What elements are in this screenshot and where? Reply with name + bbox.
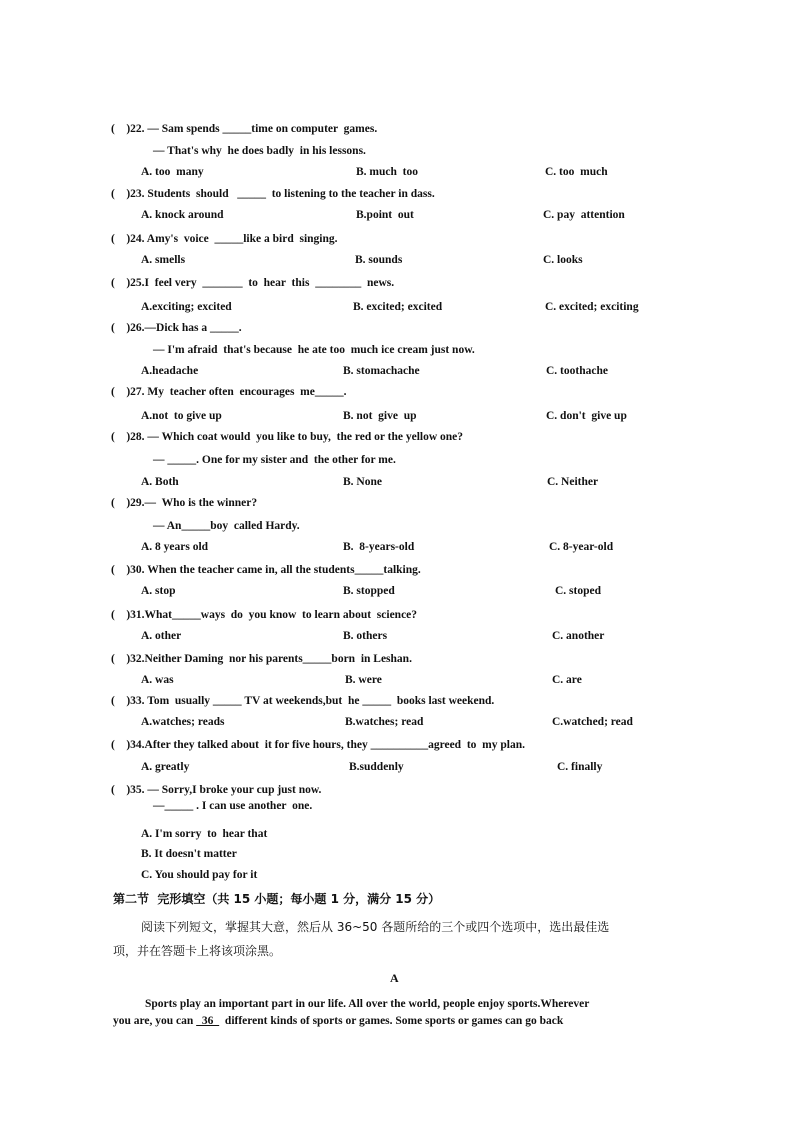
question-28-stem: ( )28. — Which coat would you like to buy, the red or the yellow one? [111, 431, 464, 443]
section-instruction-line-1: 阅读下列短文，掌握其大意，然后从 36~50 各题所给的三个或四个选项中，选出最佳选 [141, 920, 610, 934]
question-22-option-c: C. too much [545, 166, 608, 178]
question-25-option-b: B. excited; excited [353, 301, 443, 313]
section-heading: 第二节 完形填空（共 15 小题；每小题 1 分，满分 15 分） [113, 892, 441, 906]
question-32-option-a: A. was [141, 674, 174, 686]
question-23-option-b: B.point out [356, 209, 414, 221]
question-35-option-a: A. I'm sorry to hear that [141, 828, 268, 840]
question-30-option-a: A. stop [141, 585, 176, 597]
question-28-reply: — _____. One for my sister and the other for me. [153, 454, 396, 466]
question-35-stem: ( )35. — Sorry,I broke your cup just now. [111, 784, 322, 796]
question-34-stem: ( )34.After they talked about it for five hours, they __________agreed to my plan. [111, 739, 525, 751]
question-33-option-b: B.watches; read [345, 716, 424, 728]
question-26-option-b: B. stomachache [343, 365, 420, 377]
question-32-option-b: B. were [345, 674, 382, 686]
question-26-reply: — I'm afraid that's because he ate too much ice cream just now. [153, 344, 475, 356]
question-23-option-a: A. knock around [141, 209, 224, 221]
question-35-option-c: C. You should pay for it [141, 869, 258, 881]
question-23-stem: ( )23. Students should _____ to listening to the teacher in dass. [111, 188, 435, 200]
question-22-option-b: B. much too [356, 166, 418, 178]
question-23-option-c: C. pay attention [543, 209, 625, 221]
blank-36: 36 [196, 1015, 220, 1027]
question-26-option-c: C. toothache [546, 365, 608, 377]
question-27-option-c: C. don't give up [546, 410, 627, 422]
passage-line-1: Sports play an important part in our life. All over the world, people enjoy sports.Wherever [145, 998, 590, 1010]
question-24-option-b: B. sounds [355, 254, 403, 266]
question-30-stem: ( )30. When the teacher came in, all the students_____talking. [111, 564, 421, 576]
question-33-option-a: A.watches; reads [141, 716, 225, 728]
question-31-option-c: C. another [552, 630, 605, 642]
passage-title: A [390, 971, 399, 985]
question-35-reply: —_____ . I can use another one. [153, 800, 313, 812]
question-29-reply: — An_____boy called Hardy. [153, 520, 300, 532]
question-31-option-a: A. other [141, 630, 182, 642]
question-25-stem: ( )25.I feel very _______ to hear this ________ news. [111, 277, 395, 289]
question-27-stem: ( )27. My teacher often encourages me_____. [111, 386, 347, 398]
question-32-option-c: C. are [552, 674, 582, 686]
question-29-option-b: B. 8-years-old [343, 541, 415, 553]
question-22-option-a: A. too many [141, 166, 204, 178]
question-31-stem: ( )31.What_____ways do you know to learn about science? [111, 609, 418, 621]
question-24-option-a: A. smells [141, 254, 186, 266]
question-31-option-b: B. others [343, 630, 388, 642]
question-33-option-c: C.watched; read [552, 716, 633, 728]
passage-line-2-start: you are, you can [113, 1015, 197, 1027]
question-26-stem: ( )26.—Dick has a _____. [111, 322, 242, 334]
question-26-option-a: A.headache [141, 365, 199, 377]
question-29-option-c: C. 8-year-old [549, 541, 614, 553]
question-28-option-a: A. Both [141, 476, 179, 488]
question-22-reply: — That's why he does badly in his lessons. [153, 145, 366, 157]
question-34-option-a: A. greatly [141, 761, 190, 773]
question-32-stem: ( )32.Neither Daming nor his parents_____born in Leshan. [111, 653, 412, 665]
passage-line-2 [113, 1014, 563, 1028]
question-24-option-c: C. looks [543, 254, 583, 266]
question-34-option-b: B.suddenly [349, 761, 404, 773]
question-29-stem: ( )29.— Who is the winner? [111, 497, 258, 509]
passage-line-2-end: different kinds of sports or games. Some sports or games can go back [219, 1015, 564, 1027]
question-22-stem: ( )22. — Sam spends _____time on computer games. [111, 123, 378, 135]
question-35-option-b: B. It doesn't matter [141, 848, 237, 860]
question-27-option-b: B. not give up [343, 410, 417, 422]
question-25-option-a: A.exciting; excited [141, 301, 232, 313]
question-30-option-c: C. stoped [555, 585, 602, 597]
question-29-option-a: A. 8 years old [141, 541, 209, 553]
question-24-stem: ( )24. Amy's voice _____like a bird singing. [111, 233, 338, 245]
question-30-option-b: B. stopped [343, 585, 395, 597]
question-33-stem: ( )33. Tom usually _____ TV at weekends,but he _____ books last weekend. [111, 695, 495, 707]
question-28-option-c: C. Neither [547, 476, 599, 488]
question-28-option-b: B. None [343, 476, 382, 488]
question-25-option-c: C. excited; exciting [545, 301, 639, 313]
question-27-option-a: A.not to give up [141, 410, 222, 422]
section-instruction-line-2: 项，并在答题卡上将该项涂黑。 [113, 944, 282, 958]
question-34-option-c: C. finally [557, 761, 603, 773]
